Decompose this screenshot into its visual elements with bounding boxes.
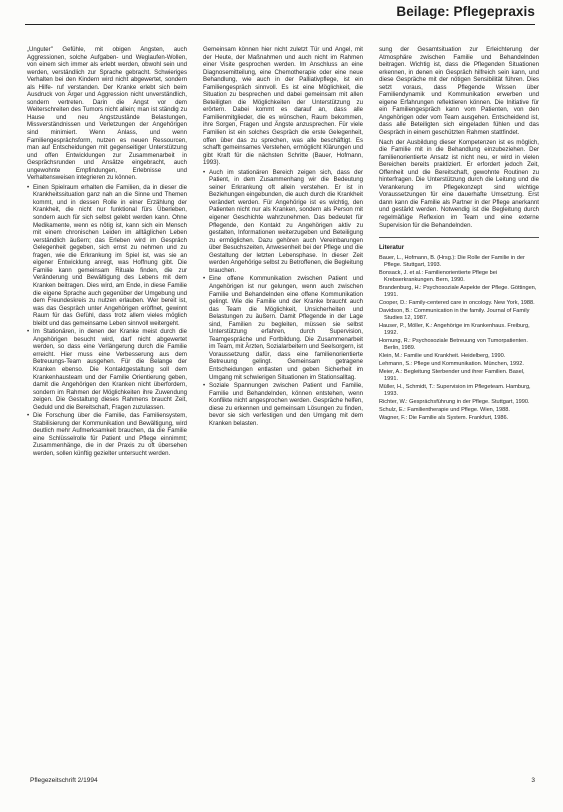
reference-item: Meier, A.: Begleitung Sterbender und ihrer Familien. Basel, 1991. [379,368,525,382]
reference-item: Schulz, E.: Familientherapie und Pflege. Wien, 1988. [379,407,510,414]
reference-item: Bauer, L., Hofmann, B. (Hrsg.): Die Rolle der Familie in der Pflege. Stuttgart, 1993. [379,254,525,268]
header-rule [25,24,535,25]
reference-item: Lehmann, S.: Pflege und Kommunikation. München, 1992. [379,360,524,367]
text-column-1 [27,46,187,766]
reference-item: Richter, W.: Gesprächsführung in der Pflege. Stuttgart, 1990. [379,398,530,405]
bullet-paragraph: • Eine offene Kommunikation zwischen Patient und Angehörigen ist nur gelungen, wenn auch zwischen Familie und Behandelnden eine offene Kommunikation gelingt. Wie die Familie und der Kranke braucht auch das Team die Möglichkeit, Unsicherheiten und Belastungen zu äußern. Damit Pflegende in der Lage sind, Familien zu begleiten, müssen sie selbst Unterstützung erfahren, durch Supervision, Teamgespräche und Fortbildung. Die Zusammenarbeit im Team, mit Ärzten, Sozialarbeitern und Seelsorgern, ist Voraussetzung dafür, dass eine familienorientierte Betreuung gelingt. Gemeinsam getragene Entscheidungen entlasten und geben Sicherheit im Umgang mit schwierigen Situationen im Stationsalltag. [203,275,363,381]
reference-item: Davidson, B.: Communication in the family. Journal of Family Studies 12, 1987. [379,307,530,321]
text-column-2 [203,46,363,766]
reference-item: Wagner, F.: Die Familie als System. Frankfurt, 1986. [379,415,509,422]
paragraph: sung der Gesamtsituation zur Erleichterung der Atmosphäre zwischen Familie und Behandelnden beitragen. Wichtig ist, dass die Pflegenden Situationen erkennen, in denen ein Gespräch hilfreich sein kann, und diese Gespräche mit der nötigen Sensibilität führen. Dies setzt voraus, dass Pflegende Wissen über Familiendynamik und Kommunikation erwerben und eigene Erfahrungen reflektieren können. Die Initiative für ein Familiengespräch kann vom Patienten, von den Angehörigen oder vom Team ausgehen. Entscheidend ist, dass alle Beteiligten sich eingeladen fühlen und das Gespräch in einem geschützten Rahmen stattfindet. [379,46,539,137]
reference-item: Klein, M.: Familie und Krankheit. Heidelberg, 1990. [379,352,506,359]
reference-list [379,255,539,422]
reference-item: Cooper, D.: Family-centered care in oncology. New York, 1988. [379,299,535,306]
paragraph: „Unguter" Gefühle, mit obigen Ängsten, auch Aggressionen, solche Aufgaben- und Weglaufen-Wollen, von einem sich immer als erlebt werden, obwohl sein und werden, verständlich zur Sprache gebracht. Schwieriges Verhalten bei den Kindern wird nicht abgewertet, sondern als Hilfe- ruf verstanden. Der Kranke erlebt sich beim Ausdruck von Ärger und Aggression nicht unverständlich, sondern vertreten. Darin die Angst vor dem Weiterschreiten des Tumors nicht allein; man ist ständig zu Hause und neu Angstzustände Belastungen, Missverständnissen und Verletzungen der Angehörigen sind minimiert. Wenn Anlass, und wenn Familiengesprächsform, nutzen es neuen Ressourcen, man auf Entscheidungen mit gegenseitiger Unterstützung und offen Entwicklungen zur Zusammenarbeit in Gesprächsrunden und Ansätze eingebracht, auch ungewohnte Empfindungen, Erlebnisse und Verhaltensweisen integrieren zu können. [27,46,187,182]
reference-item: Hauser, P., Möller, K.: Angehörige im Krankenhaus. Freiburg, 1992. [379,322,530,336]
reference-item: Müller, H., Schmidt, T.: Supervision im Pflegeteam. Hamburg, 1993. [379,383,531,397]
section-title: Beilage: Pflegepraxis [396,4,535,19]
bullet-paragraph: • Einen Spielraum erhalten die Familien, da in dieser die Krankheitssituation ganz nah an die Sinne und Themen kommt, und in dessen Rolle in einer Erzählung der Krankheit, die nicht nur funktional fürs Überleben, sondern auch für sich selbst gelebt werden kann. Ohne Medikamente, wenn es nötig ist, kann sich ein Mensch mit einem chronischen Leiden im alltäglichen Leben verständlich äußern; das Erleben wird im Gespräch Gelegenheit gegeben, sich ernst zu nehmen und zu fragen, wie die Erkrankung im Spiel ist, was sie an eigener Entwicklung anregt, was Hoffnung gibt. Die Familie kann gemeinsam Rituale finden, die zur Veränderung und Bewältigung des Lebens mit dem Kranken beitragen. Dies wird, am Ende, in diese Familie die eigene Sprache auch gegenüber der Umgebung und dem Freundeskreis zu nutzen erlauben. Wer bereit ist, was das Gespräch unter Angehörigen eröffnet, gewinnt Raum für das Gefühl, dass trotz allem vieles möglich bleibt und das gemeinsame Leben sinnvoll weitergeht. [27,184,187,327]
bullet-paragraph: • Auch im stationären Bereich zeigen sich, dass der Patient, in dem Zusammenhang wir die Bedeutung seiner Erkrankung oft allein verstehen. Er ist in Beziehungen eingebunden, die auch durch die Krankheit verändert werden. Für Angehörige ist es wichtig, den Patienten nicht nur als Kranken, sondern als Person mit eigener Geschichte wahrzunehmen. Das bedeutet für Pflegende, den Kontakt zu Angehörigen aktiv zu gestalten, Informationen weiterzugeben und Beteiligung zu ermöglichen. Dazu gehören auch Vereinbarungen über Besuchszeiten, Anwesenheit bei der Pflege und die Gestaltung der letzten Lebensphase. In dieser Zeit werden Angehörige selbst zu Betroffenen, die Begleitung brauchen. [203,169,363,275]
reference-item: Hornung, R.: Psychosoziale Betreuung von Tumorpatienten. Berlin, 1989. [379,337,528,351]
literature-rule [379,237,539,238]
bullet-paragraph: • Soziale Spannungen zwischen Patient und Familie, Familie und Behandelnden, können entstehen, wenn Konflikte nicht angesprochen werden. Gespräche helfen, diese zu erkennen und gemeinsam Lösungen zu finden, bevor sie sich verfestigen und den Umgang mit dem Kranken belasten. [203,382,363,427]
text-column-3 [379,46,539,766]
paragraph: Nach der Ausbildung dieser Kompetenzen ist es möglich, die Familie mit in die Behandlung einzubeziehen. Der familienorientierte Ansatz ist nicht neu, er wird in vielen Bereichen bereits praktiziert. Er erfordert jedoch Zeit, Offenheit und die Bereitschaft, gewohnte Routinen zu hinterfragen. Die Unterstützung durch die Leitung und die Verankerung im Pflegekonzept sind wichtige Voraussetzungen für eine dauerhafte Umsetzung. Erst dann kann die Familie als Partner in der Pflege anerkannt und gestärkt werden. Notwendig ist die Begleitung durch regelmäßige Reflexion im Team und eine externe Supervision für die Behandelnden. [379,138,539,229]
bullet-paragraph: • Im Stationären, in denen der Kranke meist durch die Angehörigen besucht wird, darf nicht abgewertet werden, so dass eine Verlängerung durch die Familie erreicht. Hier muss eine Verbesserung aus dem Betreuungs-Team ausgehen. Für die Belange der Kranken ebenso. Die Kontaktgestaltung soll dem Krankenhausteam und der Familie Orientierung geben, damit die Angehörigen den Kranken nicht überfordern, sondern im Rahmen der Möglichkeiten ihre Zuwendung zeigen. Die Gestaltung dieses Rahmens braucht Zeit, Geduld und die Bereitschaft, Fragen zuzulassen. [27,328,187,411]
literature-heading: Literatur [379,244,405,252]
reference-item: Bonsack, J. et al.: Familienorientierte Pflege bei Krebserkrankungen. Bern, 1990. [379,269,498,283]
reference-item: Brandenburg, H.: Psychosoziale Aspekte der Pflege. Göttingen, 1991. [379,284,537,298]
journal-footer: Pflegezeitschrift 2/1994 [30,777,98,784]
page-number: 3 [531,777,535,784]
paragraph: Gemeinsam können hier nicht zuletzt Tür und Angel, mit der Heute, der Maßnahmen und auch nicht im Rahmen einer Visite gesprochen werden. Im Anschluss an eine Diagnosemitteilung, eine Chemotherapie oder eine neue Behandlung, wie auch in der Palliativpflege, ist ein Familiengespräch sinnvoll. Es ist eine Möglichkeit, die Situation zu besprechen und dabei gemeinsam mit allen Beteiligten die Möglichkeiten der Unterstützung zu erörtern. Dabei kommt es darauf an, dass alle Familienmitglieder, die es wünschen, Raum bekommen, ihre Sorgen, Fragen und Ängste anzusprechen. Für viele Familien ist ein solches Gespräch die erste Gelegenheit, offen über das zu sprechen, was alle beschäftigt. Es schafft gemeinsames Verstehen, ermöglicht Klärungen und gibt Kraft für die nächsten Schritte (Bauer, Hofmann, 1993). [203,46,363,167]
bullet-paragraph: • Die Forschung über die Familie, das Familiensystem, Stabilisierung der Kommunikation und Bewältigung, wird deutlich mehr Aufmerksamkeit brauchen, da die Familie eine Schlüsselrolle für Patient und Pflege einnimmt; Zusammenhänge, die in der Praxis zu oft übersehen werden, sollen künftig gezielter untersucht werden. [27,412,187,457]
